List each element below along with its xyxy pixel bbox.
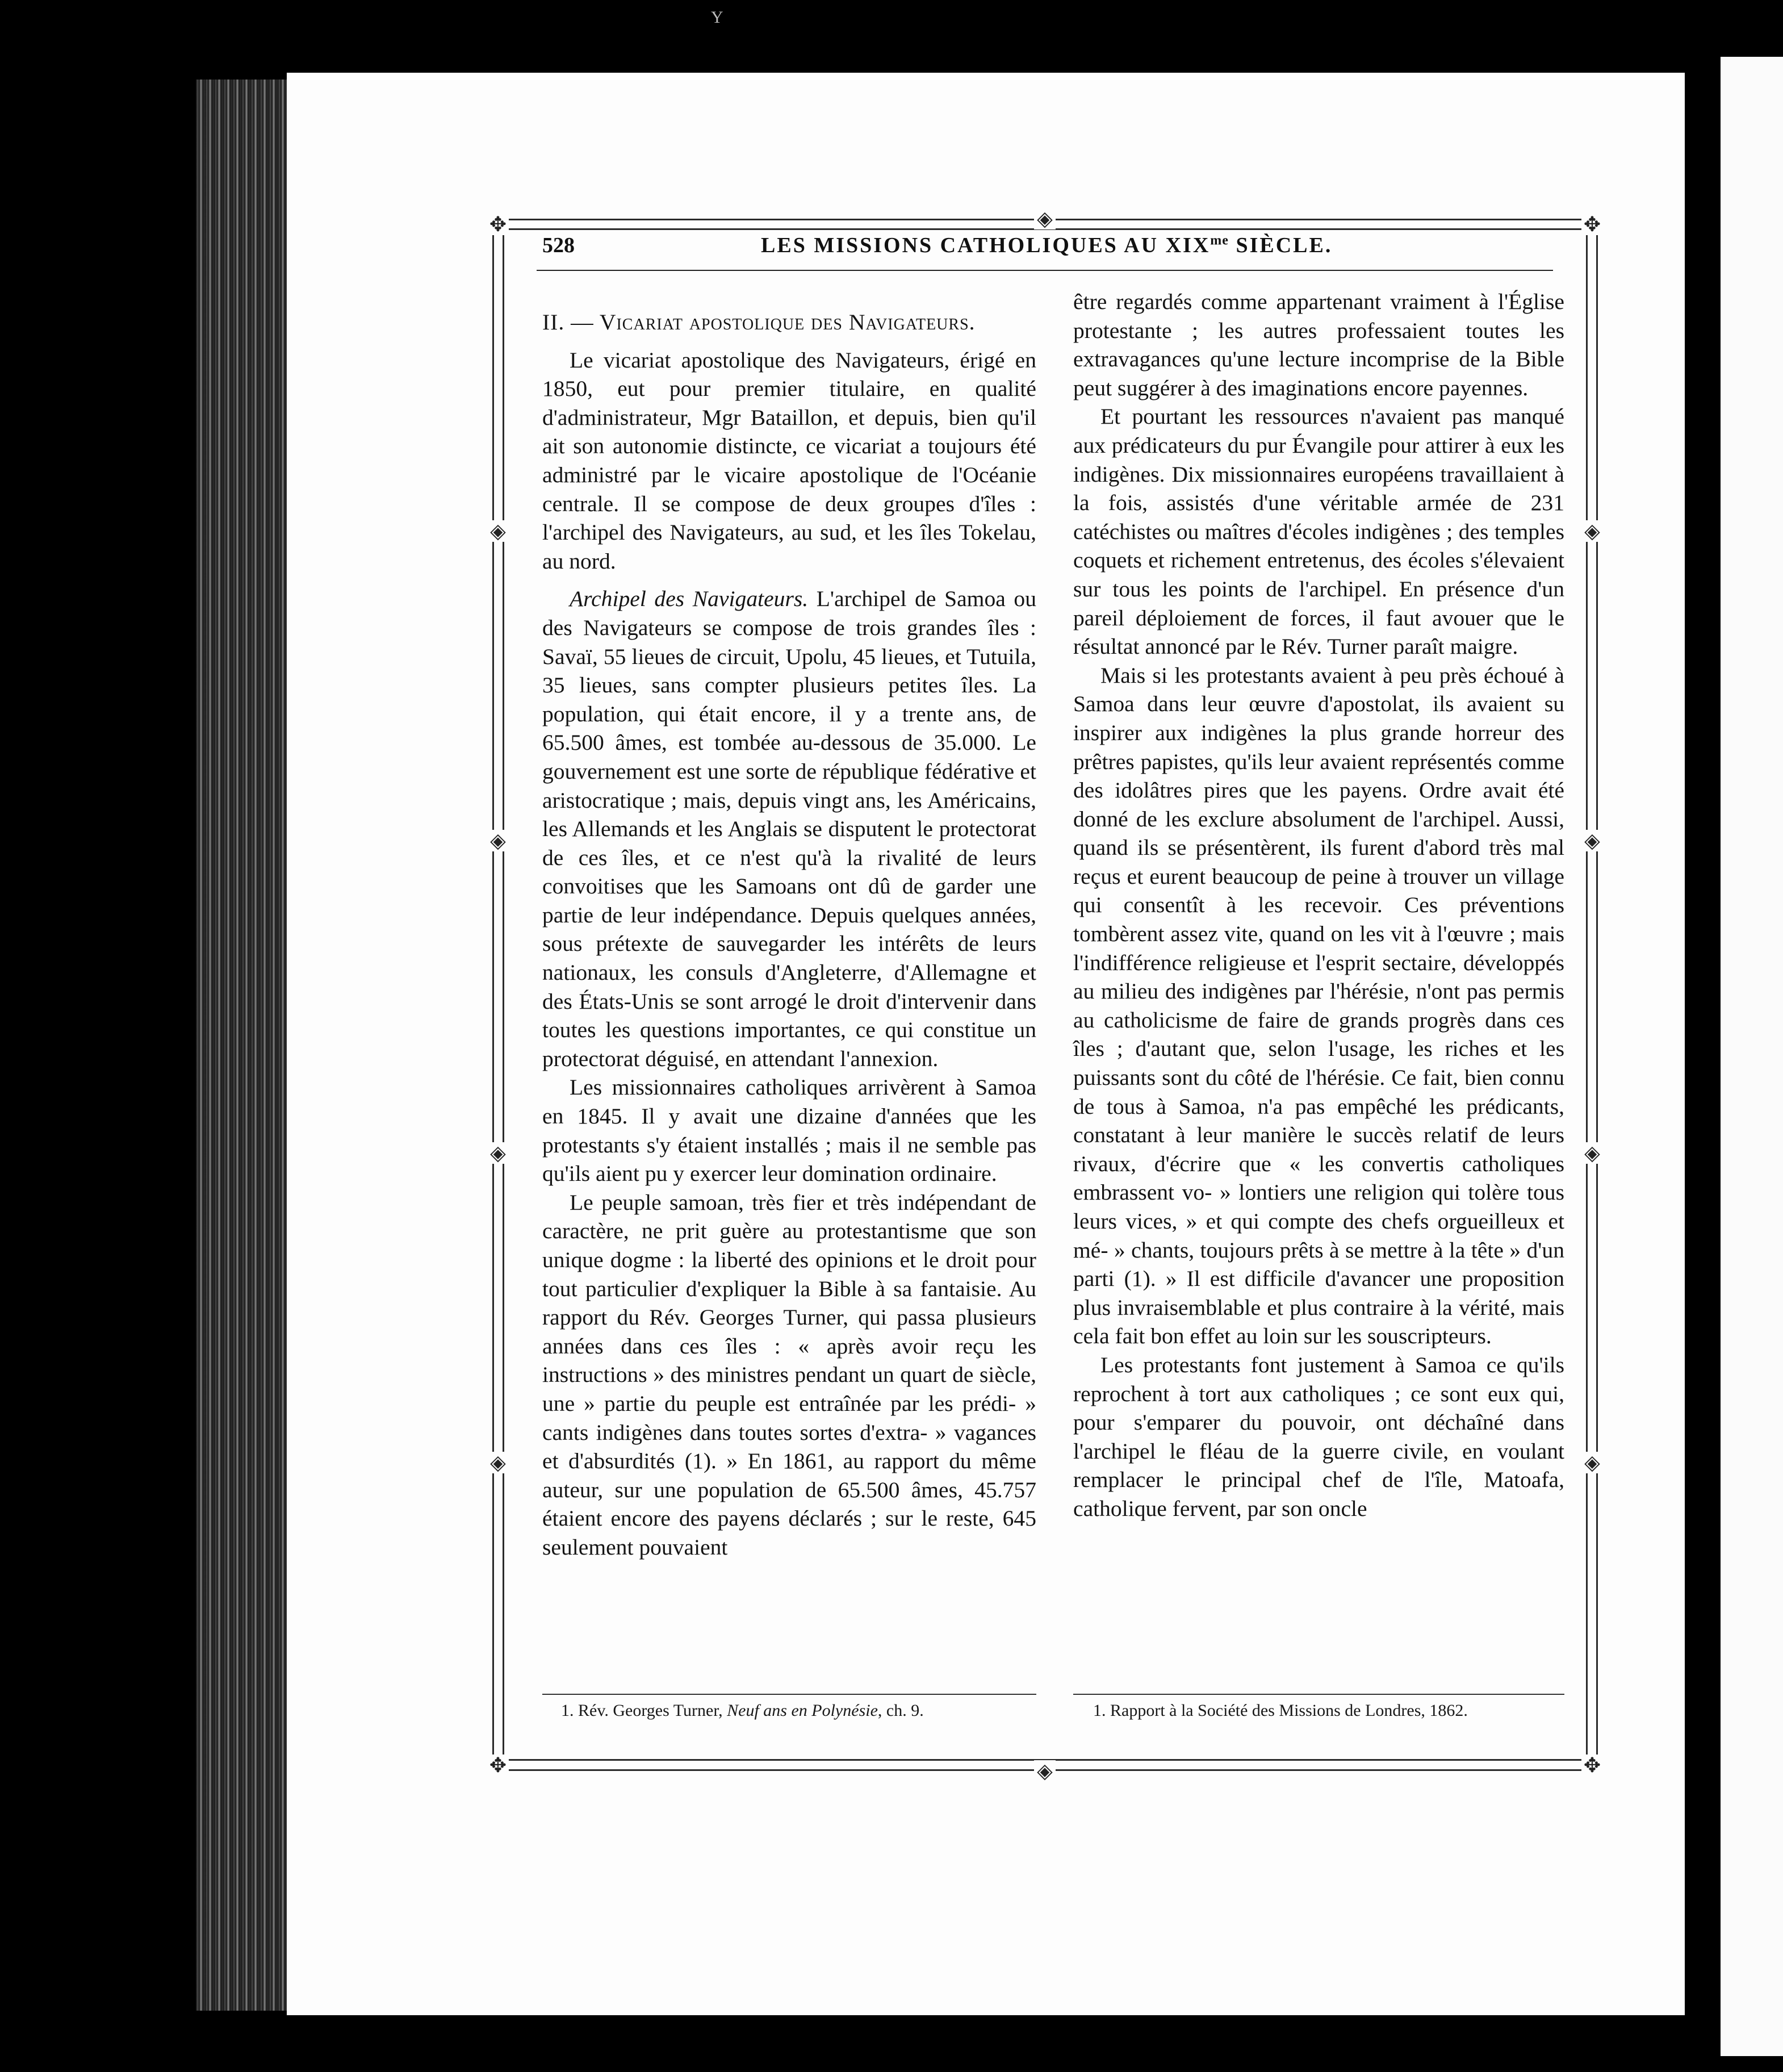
paragraph: Mais si les protestants avaient à peu près échoué à Samoa dans leur œuvre d'apostolat, ils avaient su inspirer aux indigènes la plus grande horreur des prêtres papistes, qu'ils leur avaient représentés comme des idolâtres pires que les payens. Ordre avait été donné de les exclure absolument de l'archipel. Aussi, quand ils se présentèrent, ils furent d'abord très mal reçus et eurent beaucoup de peine à trouver un village qui consentît à les recevoir. Ces préventions tombèrent assez vite, quand on les vit à l'œuvre ; mais l'indifférence religieuse et l'esprit sectaire, développés au milieu des indigènes par l'hérésie, n'ont pas permis au catholicisme de faire de grands progrès dans ces îles ; d'autant que, selon l'usage, les riches et les puissants sont du côté de l'hérésie. Ce fait, bien connu de tous à Samoa, n'a pas empêché les prédicants, constatant à leur manière le succès relatif de leurs rivaux, d'écrire que « les convertis catholiques embrassent vo- » lontiers une religion qui tolère tous leurs vices, » et qui compte des chefs orgueilleux et mé- » chants, toujours prêts à se mettre à la tête » d'un parti (1). » Il est difficile d'avancer une proposition plus invraisemblable et plus contraire à la vérité, mais cela fait bon effet au loin sur les souscripteurs.	[1073, 662, 1564, 1349]
footnote-rule	[542, 1694, 1036, 1695]
paragraph: Le peuple samoan, très fier et très indépendant de caractère, ne prit guère au protestantisme que son unique dogme : la liberté des opinions et le droit pour tout particulier d'expliquer la Bible à sa fantaisie. Au rapport du Rév. Georges Turner, qui passa plusieurs années dans ces îles : « après avoir reçu les instructions » des ministres pendant un quart de siècle, une » partie du peuple est entraînée par les prédi- » cants indigènes dans toutes sortes d'extra- » vagances et d'absurdités (1). » En 1861, au rapport du même auteur, sur une population de 65.500 âmes, 45.757 étaient encore des payens déclarés ; sur le reste, 645 seulement pouvaient	[542, 1189, 1036, 1560]
running-title: LES MISSIONS CATHOLIQUES AU $XIX^{me}$ SIÈCLE.	[761, 233, 1333, 257]
corner-ornament-icon: ✥	[1581, 214, 1603, 235]
footnote-right: 1. Rapport à la Société des Missions de Londres, 1862.	[1093, 1701, 1468, 1720]
paragraph: Les missionnaires catholiques arrivèrent à Samoa en 1845. Il y avait une dizaine d'années que les protestants s'y étaient installés ; mais il ne semble pas qu'ils aient pu y exercer leur domination ordinaire.	[542, 1075, 1036, 1187]
border-ornament-icon: ◈	[487, 520, 509, 542]
subsection-title: Archipel des Navigateurs.	[570, 586, 809, 612]
section-heading: II. — Vicariat apostolique des Navigateurs.	[542, 310, 976, 335]
corner-ornament-icon: ✥	[487, 214, 509, 235]
facing-page-edge	[1721, 57, 1783, 2056]
paragraph: Le vicariat apostolique des Navigateurs, érigé en 1850, eut pour premier titulaire, en qualité d'administrateur, Mgr Bataillon, et depuis, bien qu'il ait son autonomie distincte, ce vicariat a toujours été administré par le vicaire apostolique de l'Océanie centrale. Il se compose de deux groupes d'îles : l'archipel des Navigateurs, au sud, et les îles Tokelau, au nord.	[542, 347, 1036, 574]
paragraph: être regardés comme appartenant vraiment à l'Église protestante ; les autres professaient toutes les extravagances qu'une lecture incomprise de la Bible peut suggérer à des imaginations encore payennes.	[1073, 289, 1564, 400]
border-ornament-icon: ◈	[487, 830, 509, 851]
corner-ornament-icon: ✥	[487, 1754, 509, 1776]
page-number: 528	[542, 233, 575, 257]
border-ornament-icon: ◈	[1581, 520, 1603, 542]
footnote-left: 1. Rév. Georges Turner, Neuf ans en Polynésie, ch. 9.	[561, 1701, 924, 1720]
border-ornament-icon: ◈	[1034, 208, 1056, 229]
border-ornament-icon: ◈	[1581, 1142, 1603, 1164]
header-rule	[537, 270, 1553, 271]
left-column	[542, 308, 1036, 1562]
border-ornament-icon: ◈	[487, 1452, 509, 1473]
paragraph: Et pourtant les ressources n'avaient pas manqué aux prédicateurs du pur Évangile pour attirer à eux les indigènes. Dix missionnaires européens travaillaient à la fois, assistés d'une véritable armée de 231 catéchistes ou maîtres d'écoles indigènes ; des temples coquets et richement entretenus, des écoles s'élevaient sur tous les points de l'archipel. En présence d'un pareil déploiement de forces, il faut avouer que le résultat annoncé par le Rév. Turner paraît maigre.	[1073, 404, 1564, 659]
border-ornament-icon: ◈	[1581, 1452, 1603, 1473]
right-column	[1073, 287, 1564, 1523]
top-margin-mark: Y	[711, 8, 723, 27]
footnote-rule	[1073, 1694, 1564, 1695]
border-ornament-icon: ◈	[1581, 830, 1603, 851]
paragraph: Archipel des Navigateurs. L'archipel de Samoa ou des Navigateurs se compose de trois grandes îles : Savaï, 55 lieues de circuit, Upolu, 45 lieues, et Tutuila, 35 lieues, sans compter plusieurs petites îles. La population, qui était encore, il y a trente ans, de 65.500 âmes, est tombée au-dessous de 35.000. Le gouvernement est une sorte de république fédérative et aristocratique ; mais, depuis vingt ans, les Américains, les Allemands et les Anglais se disputent le protectorat de ces îles, et ce n'est qu'à la rivalité de leurs convoitises que les Samoans ont dû de garder une partie de leur indépendance. Depuis quelques années, sous prétexte de sauvegarder les intérêts de leurs nationaux, les consuls d'Angleterre, d'Allemagne et des États-Unis se sont arrogé le droit d'intervenir dans toutes les questions importantes, ce qui constitue un protectorat déguisé, en attendant l'annexion.	[542, 586, 1036, 1071]
paragraph: Les protestants font justement à Samoa ce qu'ils reprochent à tort aux catholiques ; ce sont eux qui, pour s'emparer du pouvoir, ont déchaîné dans l'archipel le fléau de la guerre civile, en voulant remplacer le principal chef de l'île, Matoafa, catholique fervent, par son oncle	[1073, 1352, 1564, 1521]
book-spine-edges	[196, 80, 292, 2011]
corner-ornament-icon: ✥	[1581, 1754, 1603, 1776]
border-ornament-icon: ◈	[1034, 1760, 1056, 1782]
border-ornament-icon: ◈	[487, 1142, 509, 1164]
